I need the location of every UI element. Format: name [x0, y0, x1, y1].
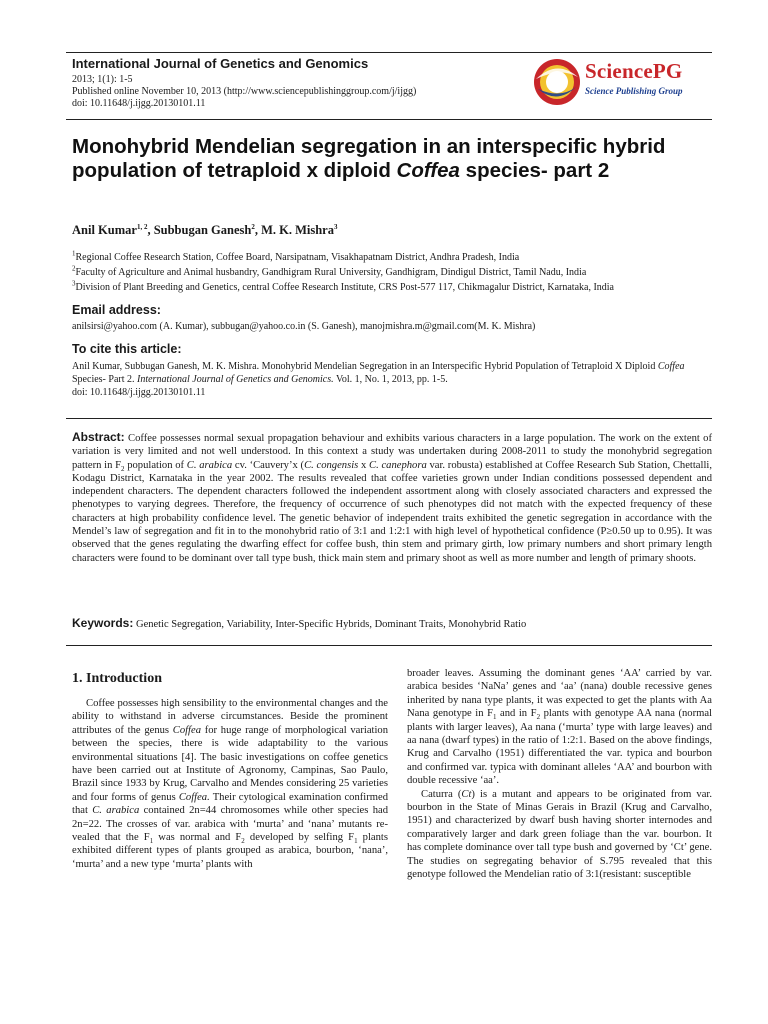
abstract-label: Abstract:: [72, 430, 125, 444]
affiliation-3: $^3$Division of Plant Breeding and Genetics, central Coffee Research Institute, CRS Post-577 117, Chikmagalur District, Karnataka, India: [72, 279, 614, 293]
keywords-rule: [66, 645, 712, 646]
keywords-label: Keywords:: [72, 616, 134, 630]
article-title: Monohybrid Mendelian segregation in an interspecific hybrid population of tetraploid x diploid Coffea species- part 2: [72, 135, 666, 182]
cite-heading: To cite this article:: [72, 342, 182, 356]
published-line: Published online November 10, 2013 (http://www.sciencepublishinggroup.com/j/ijgg): [72, 86, 417, 97]
top-rule: [66, 52, 712, 53]
issue-line: 2013; 1(1): 1-5: [72, 74, 133, 85]
intro-paragraph: Coffee possesses high sensibility to the environmental changes and the ability to withstand in adverse circumstances. Beside the prominent attributes of the genus Coffea for huge range of morphological variation between the species, there is wide adaptability to the various environmental situations [4]. The basic investigations on coffee genetics have been carried out at Institute of Agronomy, Campinas, Sao Paulo, Brazil since 1933 by Krug, Carvalho and Mendes considering 25 varieties and four forms of genus Coffea. Their cytological examination confirmed that C. arabica contained 2n=44 chromosomes while other species had 2n=22. The crosses of var. arabica with ‘murta’ and ‘nana’ mutants revealed that the $F_1$ was normal and $F_2$ developed by selfing $F_1$ plants exhibited different types of plants grouped as arabica, bourbon, ‘nana’, ‘murta’ and a new type ‘murta’ plants with: [72, 698, 388, 870]
abstract-paragraph: Abstract: Coffee possesses normal sexual propagation behaviour and exhibits various characters in a large population. The work on the extent of variation is very limited and not well understood. In this context a study was undertaken during 2008-2011 to study the monohybrid segregation pattern in $F_2$ population of C. arabica cv. ‘Cauvery’x (C. congensis x C. canephora var. robusta) established at Coffee Research Sub Station, Chettalli, Kodagu District, Karnataka in the year 2002. The results revealed that coffee varieties grown under Indian conditions possessed dependent and independent characters. The dependent characters followed the independent assortment along with closely associated characters and expressed the phenotypes to varying degrees. Therefore, the frequency of occurrence of such phenotypes did not match with the expected frequency of these characters at high probability confidence level. The genetic behavior of independent traits exhibited the genetic segregation in accordance with the Mendel’s law of segregation and fit in to the monohybrid ratio of 3:1 and 1:2:1 with high level of hypothetical confidence (P≥0.50 up to 0.95). It was observed that the genes regulating the dwarfing effect for coffee bush, thin stem and primary girth, low primary numbers and short primary length characters were found to be dominant over tall type bush, thick main stem and primary shoot as well as more number and length of primary shoots.: [72, 430, 712, 564]
author-list: Anil Kumar$^{1, 2}$, Subbugan Ganesh$^2$, M. K. Mishra$^3$: [72, 222, 338, 237]
cite-rule: [66, 418, 712, 419]
right-column: [407, 667, 712, 882]
doi-line: doi: 10.11648/j.ijgg.20130101.11: [72, 98, 206, 109]
email-heading: Email address:: [72, 303, 161, 317]
sciencepg-globe-icon: [530, 55, 584, 109]
email-addresses: anilsirsi@yahoo.com (A. Kumar), subbugan@yahoo.co.in (S. Ganesh), manojmishra.m@gmail.com(M. K. Mishra): [72, 321, 536, 332]
citation-doi: doi: 10.11648/j.ijgg.20130101.11: [72, 387, 206, 398]
affiliation-1: $^1$Regional Coffee Research Station, Coffee Board, Narsipatnam, Visakhapatnam District, Andhra Pradesh, India: [72, 249, 520, 263]
right-paragraph-2: Caturra (Ct) is a mutant and appears to be originated from var. bourbon in the State of Minas Gerais in Brazil (Krug and Carvalho, 1951) and characterized by dwarf bush having shorter internodes and comparatively larger and dark green foliage than the var. bourbon. It has complete dominance over tall type bush and governed by ‘Ct’ gene. The studies on segregating behavior of S.795 revealed that this genotype followed the Mendelian ratio of 3:1(resistant: susceptible: [407, 788, 712, 881]
section-heading-introduction: 1. Introduction: [72, 671, 162, 686]
citation-text: Anil Kumar, Subbugan Ganesh, M. K. Mishra. Monohybrid Mendelian Segregation in an Interspecific Hybrid Population of Tetraploid X Diploid Coffea Species- Part 2. International Journal of Genetics and Genomics. Vol. 1, No. 1, 2013, pp. 1-5. doi: 10.11648/j.ijgg.20130101.11: [72, 361, 685, 398]
right-paragraph-1: broader leaves. Assuming the dominant genes ‘AA’ carried by var. arabica besides ‘NaNa’ genes and ‘aa’ (nana) double recessive genes inherited by nana type plants, it was expected to get the plants with Aa Nana genotype in $F_1$ and in $F_2$ plants with genotype AA nana (normal plants with larger leaves), Aa nana (‘murta’ type with large leaves) and aa nana (dwarf types) in the ratio of 1:2:1. Based on the above findings, Krug and Carvalho (1951) differentiated the var. typica and bourbon and confirmed var. typica with dominant alleles ‘AA’ and bourbon with double recessive ‘aa’.: [407, 668, 713, 787]
left-column: [72, 697, 388, 871]
logo-tagline: Science Publishing Group: [585, 86, 683, 96]
keywords-line: Keywords: Genetic Segregation, Variability, Inter-Specific Hybrids, Dominant Traits, Monohybrid Ratio: [72, 616, 527, 630]
affiliation-2: $^2$Faculty of Agriculture and Animal husbandry, Gandhigram Rural University, Gandhigram, Dindigul District, Tamil Nadu, India: [72, 264, 587, 278]
sciencepg-logo: [530, 55, 700, 111]
logo-name: SciencePG: [585, 59, 683, 83]
journal-name: International Journal of Genetics and Genomics: [72, 56, 369, 71]
header-rule: [66, 119, 712, 120]
